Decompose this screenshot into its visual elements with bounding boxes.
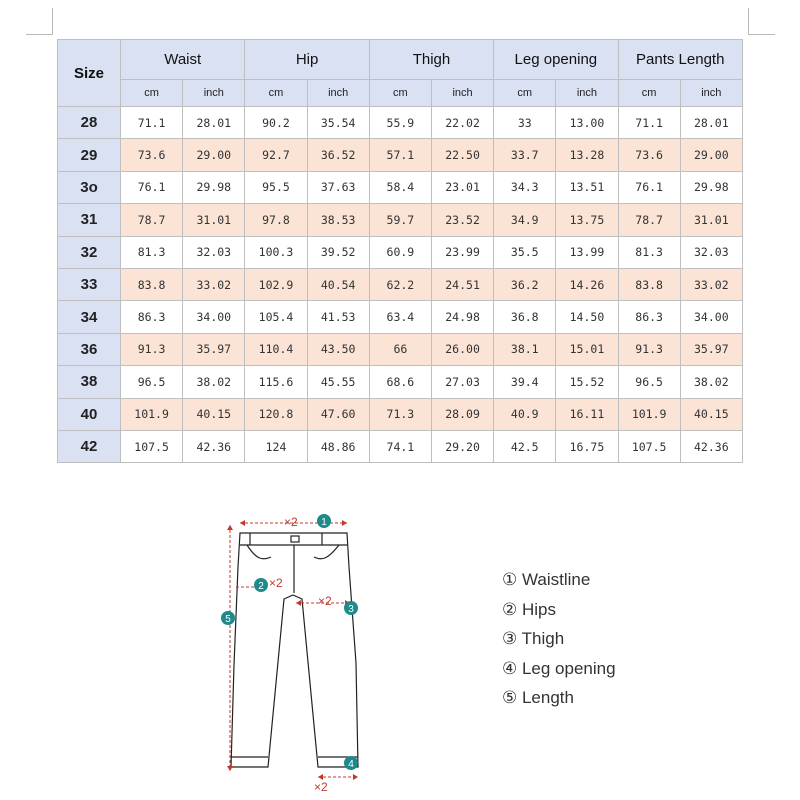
measurement-cell: 43.50 (307, 333, 369, 365)
measurement-cell: 45.55 (307, 366, 369, 398)
measurement-cell: 76.1 (618, 171, 680, 203)
measurement-cell: 29.00 (680, 139, 742, 171)
waist-header: Waist (121, 40, 245, 80)
measurement-cell: 81.3 (121, 236, 183, 268)
measurement-cell: 40.54 (307, 268, 369, 300)
measurement-cell: 33 (494, 107, 556, 139)
measurement-cell: 83.8 (618, 268, 680, 300)
marker-length (221, 611, 235, 625)
table-row (58, 333, 743, 365)
marker-waist (317, 514, 331, 528)
measurement-cell: 23.52 (431, 204, 493, 236)
measurement-cell: 22.50 (431, 139, 493, 171)
measurement-cell: 38.1 (494, 333, 556, 365)
measurement-cell: 31.01 (183, 204, 245, 236)
measurement-cell: 120.8 (245, 398, 307, 430)
table-row (58, 398, 743, 430)
size-cell: 36 (58, 333, 121, 365)
measurement-cell: 38.53 (307, 204, 369, 236)
measurement-cell: 34.9 (494, 204, 556, 236)
unit-header-cell: cm (245, 80, 307, 107)
measurement-cell: 78.7 (618, 204, 680, 236)
unit-header-cell: cm (494, 80, 556, 107)
size-cell: 40 (58, 398, 121, 430)
measurement-cell: 29.20 (431, 430, 493, 462)
thigh-multiplier: ×2 (318, 594, 332, 608)
size-cell: 38 (58, 366, 121, 398)
table-row (58, 366, 743, 398)
marker-hips (254, 578, 268, 592)
thigh-header: Thigh (369, 40, 493, 80)
measurement-cell: 102.9 (245, 268, 307, 300)
table-row (58, 107, 743, 139)
unit-header-cell: cm (369, 80, 431, 107)
measurement-cell: 40.15 (183, 398, 245, 430)
measurement-cell: 35.54 (307, 107, 369, 139)
measurement-cell: 100.3 (245, 236, 307, 268)
measurement-cell: 34.00 (680, 301, 742, 333)
unit-header-cell: inch (680, 80, 742, 107)
hip-multiplier: ×2 (269, 576, 283, 590)
measurement-cell: 81.3 (618, 236, 680, 268)
table-row (58, 236, 743, 268)
measurement-cell: 29.00 (183, 139, 245, 171)
measurement-cell: 40.15 (680, 398, 742, 430)
measurement-cell: 13.51 (556, 171, 618, 203)
measurement-cell: 38.02 (680, 366, 742, 398)
measurement-cell: 107.5 (618, 430, 680, 462)
measurement-cell: 62.2 (369, 268, 431, 300)
measurement-cell: 71.1 (121, 107, 183, 139)
measurement-cell: 86.3 (618, 301, 680, 333)
pants-length-header: Pants Length (618, 40, 742, 80)
size-cell: 29 (58, 139, 121, 171)
marker-leg-opening-number: 4 (348, 759, 354, 770)
measurement-cell: 110.4 (245, 333, 307, 365)
measurement-cell: 124 (245, 430, 307, 462)
measurement-cell: 107.5 (121, 430, 183, 462)
measurement-cell: 68.6 (369, 366, 431, 398)
measurement-cell: 57.1 (369, 139, 431, 171)
marker-hips-number: 2 (258, 581, 264, 592)
measurement-cell: 74.1 (369, 430, 431, 462)
measurement-cell: 73.6 (618, 139, 680, 171)
measurement-cell: 71.3 (369, 398, 431, 430)
measurement-cell: 97.8 (245, 204, 307, 236)
measurement-cell: 76.1 (121, 171, 183, 203)
measurement-cell: 42.36 (680, 430, 742, 462)
measurement-cell: 36.2 (494, 268, 556, 300)
size-cell: 32 (58, 236, 121, 268)
measurement-cell: 36.8 (494, 301, 556, 333)
hip-header: Hip (245, 40, 369, 80)
pants-diagram (210, 505, 370, 795)
measurement-cell: 58.4 (369, 171, 431, 203)
measurement-legend (502, 565, 616, 713)
measurement-cell: 28.09 (431, 398, 493, 430)
measurement-cell: 29.98 (680, 171, 742, 203)
unit-header-cell: inch (431, 80, 493, 107)
measurement-cell: 16.11 (556, 398, 618, 430)
page-corner-mark-right (748, 8, 775, 35)
legend-thigh: ③ Thigh (502, 629, 565, 648)
measurement-cell: 95.5 (245, 171, 307, 203)
measurement-cell: 101.9 (618, 398, 680, 430)
measurement-cell: 34.3 (494, 171, 556, 203)
table-header-row (58, 40, 743, 80)
legend-length: ⑤ Length (502, 688, 574, 707)
legend-hips: ② Hips (502, 599, 556, 619)
measurement-cell: 39.4 (494, 366, 556, 398)
measurement-cell: 39.52 (307, 236, 369, 268)
waist-multiplier: ×2 (284, 515, 298, 529)
measurement-cell: 36.52 (307, 139, 369, 171)
pants-outline (231, 533, 358, 767)
marker-thigh-number: 3 (348, 604, 354, 615)
marker-thigh (344, 601, 358, 615)
unit-header-cell: inch (556, 80, 618, 107)
measurement-cell: 34.00 (183, 301, 245, 333)
unit-header-cell: cm (121, 80, 183, 107)
measurement-cell: 55.9 (369, 107, 431, 139)
marker-waist-number: 1 (321, 517, 327, 528)
measurement-cell: 33.7 (494, 139, 556, 171)
measurement-cell: 63.4 (369, 301, 431, 333)
measurement-cell: 32.03 (680, 236, 742, 268)
measurement-cell: 59.7 (369, 204, 431, 236)
measurement-cell: 24.51 (431, 268, 493, 300)
measurement-cell: 31.01 (680, 204, 742, 236)
measurement-cell: 28.01 (183, 107, 245, 139)
measurement-cell: 23.99 (431, 236, 493, 268)
measurement-cell: 14.50 (556, 301, 618, 333)
measurement-cell: 42.36 (183, 430, 245, 462)
measurement-cell: 71.1 (618, 107, 680, 139)
measurement-cell: 27.03 (431, 366, 493, 398)
measurement-cell: 105.4 (245, 301, 307, 333)
measurement-cell: 13.00 (556, 107, 618, 139)
size-cell: 42 (58, 430, 121, 462)
measurement-cell: 28.01 (680, 107, 742, 139)
measurement-cell: 91.3 (121, 333, 183, 365)
measurement-cell: 23.01 (431, 171, 493, 203)
measurement-cell: 90.2 (245, 107, 307, 139)
marker-leg-opening (344, 756, 358, 770)
table-row (58, 204, 743, 236)
unit-header-cell: inch (183, 80, 245, 107)
table-row (58, 171, 743, 203)
measurement-cell: 22.02 (431, 107, 493, 139)
size-cell: 3o (58, 171, 121, 203)
size-cell: 28 (58, 107, 121, 139)
table-row (58, 301, 743, 333)
table-row (58, 139, 743, 171)
measurement-cell: 32.03 (183, 236, 245, 268)
measurement-cell: 15.01 (556, 333, 618, 365)
measurement-cell: 13.28 (556, 139, 618, 171)
measurement-cell: 38.02 (183, 366, 245, 398)
measurement-cell: 96.5 (121, 366, 183, 398)
measurement-cell: 73.6 (121, 139, 183, 171)
size-header: Size (58, 40, 121, 107)
measurement-cell: 15.52 (556, 366, 618, 398)
measurement-cell: 37.63 (307, 171, 369, 203)
measurement-cell: 60.9 (369, 236, 431, 268)
measurement-cell: 41.53 (307, 301, 369, 333)
measurement-cell: 66 (369, 333, 431, 365)
measurement-cell: 48.86 (307, 430, 369, 462)
legend-waistline: ① Waistline (502, 570, 591, 589)
measurement-cell: 47.60 (307, 398, 369, 430)
size-cell: 31 (58, 204, 121, 236)
measurement-cell: 83.8 (121, 268, 183, 300)
legend-leg-opening: ④ Leg opening (502, 658, 616, 678)
measurement-cell: 33.02 (680, 268, 742, 300)
measurement-cell: 40.9 (494, 398, 556, 430)
measurement-cell: 13.99 (556, 236, 618, 268)
measure-arrowheads (227, 520, 358, 780)
marker-length-number: 5 (225, 614, 231, 625)
measurement-cell: 86.3 (121, 301, 183, 333)
unit-header-cell: inch (307, 80, 369, 107)
measurement-cell: 26.00 (431, 333, 493, 365)
unit-header-row (58, 80, 743, 107)
measurement-cell: 101.9 (121, 398, 183, 430)
measurement-cell: 13.75 (556, 204, 618, 236)
measurement-cell: 92.7 (245, 139, 307, 171)
measurement-cell: 115.6 (245, 366, 307, 398)
measurement-cell: 29.98 (183, 171, 245, 203)
leg-opening-multiplier: ×2 (314, 780, 328, 794)
page-corner-mark-left (26, 8, 53, 35)
measurement-cell: 16.75 (556, 430, 618, 462)
measurement-cell: 42.5 (494, 430, 556, 462)
size-chart-table (57, 39, 743, 463)
measurement-cell: 91.3 (618, 333, 680, 365)
measurement-cell: 96.5 (618, 366, 680, 398)
size-cell: 34 (58, 301, 121, 333)
measurement-cell: 78.7 (121, 204, 183, 236)
measurement-cell: 24.98 (431, 301, 493, 333)
table-row (58, 268, 743, 300)
table-row (58, 430, 743, 462)
measurement-cell: 33.02 (183, 268, 245, 300)
leg-opening-header: Leg opening (494, 40, 618, 80)
measurement-cell: 14.26 (556, 268, 618, 300)
measurement-cell: 35.97 (183, 333, 245, 365)
unit-header-cell: cm (618, 80, 680, 107)
measurement-cell: 35.5 (494, 236, 556, 268)
size-cell: 33 (58, 268, 121, 300)
measurement-cell: 35.97 (680, 333, 742, 365)
